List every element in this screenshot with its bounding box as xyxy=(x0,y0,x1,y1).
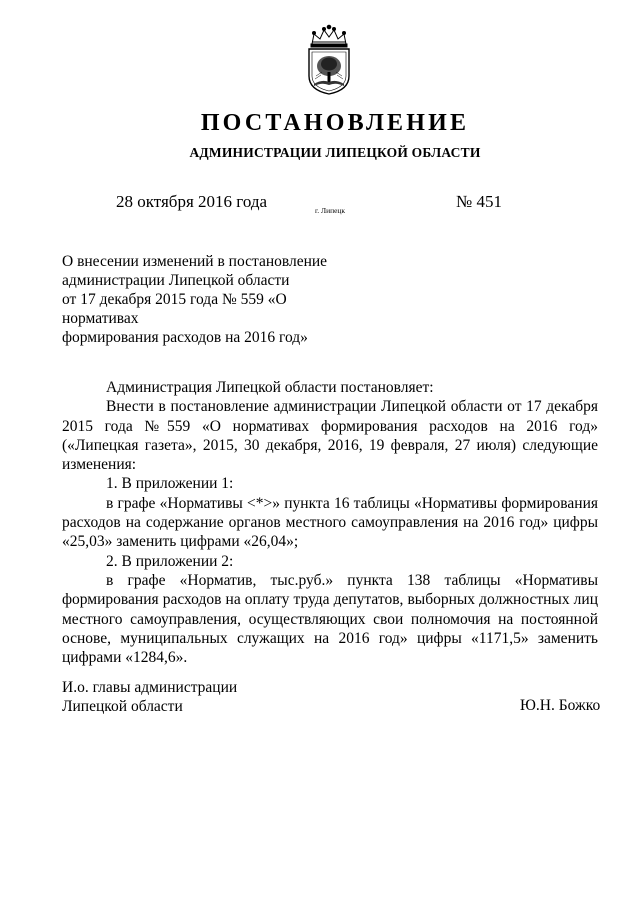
document-body xyxy=(62,378,598,667)
document-number: № 451 xyxy=(456,192,502,211)
subject-line: О внесении изменений в постановление xyxy=(62,253,328,270)
document-city: г. Липецк xyxy=(315,206,346,215)
signature-position-line: И.о. главы администрации xyxy=(62,679,238,696)
signature-position-line: Липецкой области xyxy=(62,698,183,715)
subject-line: формирования расходов на 2016 год» xyxy=(62,329,308,346)
body-paragraph: 1. В приложении 1: xyxy=(106,475,234,493)
body-paragraph: в графе «Норматив, тыс.руб.» пункта 138 таблицы «Нормативы формирования расходов на оплату труда депутатов, выборных должностных лиц местного самоуправления, осуществляющих свои полномочия на постоянной основе, муниципальных служащих на 2016 год» цифры «1171,5» заменить цифрами «1284,6». xyxy=(62,571,598,667)
document-subtitle: АДМИНИСТРАЦИИ ЛИПЕЦКОЙ ОБЛАСТИ xyxy=(189,145,481,160)
subject-line: от 17 декабря 2015 года № 559 «О нормативах xyxy=(62,291,287,327)
document-title: ПОСТАНОВЛЕНИЕ xyxy=(200,110,470,136)
body-paragraph: Внести в постановление администрации Липецкой области от 17 декабря 2015 года №559 «О нормативах формирования расходов на 2016 год» («Липецкая газета», 2015, 30 декабря, 2016, 19 февраля, 27 июля) следующие изменения: xyxy=(62,398,598,474)
signature-position xyxy=(62,678,237,716)
body-paragraph: 2. В приложении 2: xyxy=(106,552,234,570)
coat-of-arms-emblem xyxy=(302,24,356,96)
document-date: 28 октября 2016 года xyxy=(116,192,268,211)
body-paragraph: в графе «Нормативы <*>» пункта 16 таблицы «Нормативы формирования расходов на содержание органов местного самоуправления на 2016 год» цифры «25,03» заменить цифрами «26,04»; xyxy=(62,494,598,551)
document-subject xyxy=(62,252,362,347)
signature-name: Ю.Н. Божко xyxy=(520,697,601,714)
body-paragraph: Администрация Липецкой области постановляет: xyxy=(106,379,434,396)
subject-line: администрации Липецкой области xyxy=(62,272,290,289)
